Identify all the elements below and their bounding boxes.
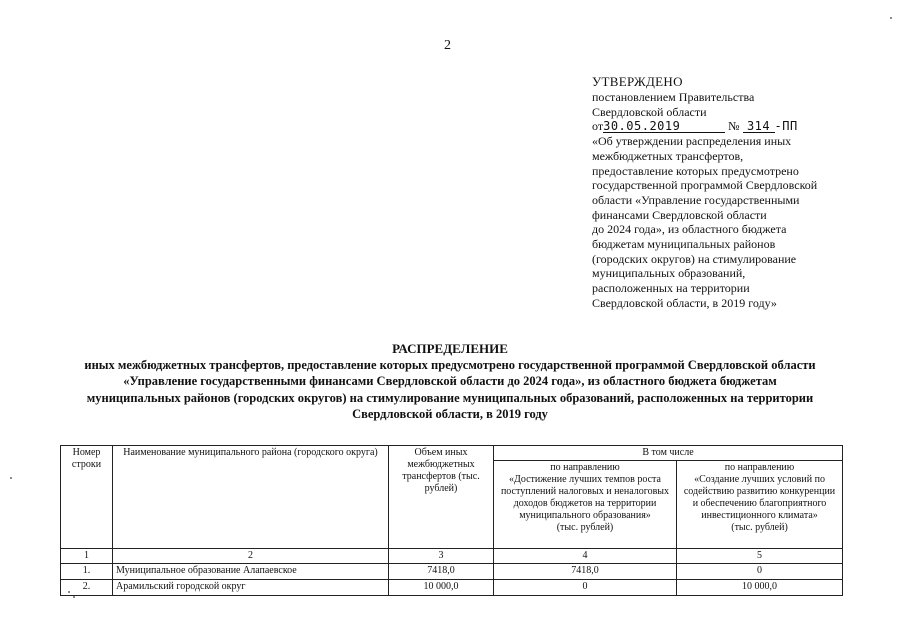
cell-direction-1: 0 xyxy=(494,580,677,596)
header-direction-2-text: «Создание лучших условий по содействию развитию конкуренции и обеспечению благоприятного инвестиционного климата» xyxy=(683,474,836,521)
approval-heading: УТВЕРЖДЕНО xyxy=(592,74,683,89)
cell-direction-1: 7418,0 xyxy=(494,564,677,580)
cell-name: Арамильский городской округ xyxy=(113,580,389,596)
title-line: муниципальных районов (городских округов) на стимулирование муниципальных образований, расположенных на территории xyxy=(86,390,814,405)
cell-volume: 7418,0 xyxy=(389,564,494,580)
cell-volume: 10 000,0 xyxy=(389,580,494,596)
header-direction-2-unit: (тыс. рублей) xyxy=(731,522,788,533)
cell-name: Муниципальное образование Алапаевское xyxy=(113,564,389,580)
column-number-row xyxy=(61,549,843,564)
approval-line: Свердловской области xyxy=(592,104,707,119)
number-prefix: № xyxy=(728,119,740,134)
document-title xyxy=(20,341,880,422)
column-number: 2 xyxy=(113,549,389,564)
approval-subject-line: государственной программой Свердловской xyxy=(592,178,818,193)
approval-number-suffix: -ПП xyxy=(774,119,798,134)
approval-subject-line: межбюджетных трансфертов, xyxy=(592,148,744,163)
header-direction-1-unit: (тыс. рублей) xyxy=(556,522,614,533)
approval-number: 314 xyxy=(743,120,775,133)
cell-direction-2: 0 xyxy=(677,564,843,580)
cell-direction-2: 10 000,0 xyxy=(677,580,843,596)
column-number: 5 xyxy=(677,549,843,564)
distribution-table xyxy=(60,445,843,596)
approval-subject-line: Свердловской области, в 2019 году» xyxy=(592,295,777,310)
approval-subject-line: области «Управление государственными xyxy=(592,192,800,207)
scan-speck xyxy=(890,17,892,19)
header-including: В том числе xyxy=(494,446,843,461)
approval-subject-line: расположенных на территории xyxy=(592,281,750,296)
approval-block xyxy=(592,74,862,311)
table-row xyxy=(61,564,843,580)
header-volume: Объем иных межбюджетных трансфертов (тыс. рублей) xyxy=(389,446,494,549)
approval-subject-line: до 2024 года», из областного бюджета xyxy=(592,222,787,237)
scan-speck xyxy=(68,591,70,593)
header-direction-1 xyxy=(494,461,677,549)
header-direction-2-label: по направлению xyxy=(724,462,795,473)
header-direction-1-text: «Достижение лучших темпов роста поступлений налоговых и неналоговых доходов бюджетов на территории муниципального образования» xyxy=(500,474,670,521)
approval-date: 30.05.2019 xyxy=(603,120,725,133)
cell-row-number: 2. xyxy=(61,580,113,596)
approval-subject-line: муниципальных образований, xyxy=(592,266,746,281)
approval-subject-line: предоставление которых предусмотрено xyxy=(592,163,799,178)
title-line: «Управление государственными финансами Свердловской области до 2024 года», из областного бюджета бюджетам xyxy=(123,374,777,389)
approval-subject-line: (городских округов) на стимулирование xyxy=(592,251,797,266)
title-main: РАСПРЕДЕЛЕНИЕ xyxy=(392,341,508,356)
header-direction-1-label: по направлению xyxy=(550,462,620,473)
scan-speck xyxy=(10,477,12,479)
column-number: 4 xyxy=(494,549,677,564)
title-line: Свердловской области, в 2019 году xyxy=(352,406,548,421)
approval-subject-line: «Об утверждении распределения иных xyxy=(592,134,792,149)
header-direction-2 xyxy=(677,461,843,549)
header-name: Наименование муниципального района (городского округа) xyxy=(113,446,389,549)
column-number: 3 xyxy=(389,549,494,564)
approval-subject-line: финансами Свердловской области xyxy=(592,207,767,222)
date-prefix: от xyxy=(592,119,604,134)
table-header-row xyxy=(61,446,843,461)
table-row xyxy=(61,580,843,596)
column-number: 1 xyxy=(61,549,113,564)
approval-subject-line: бюджетам муниципальных районов xyxy=(592,237,776,252)
cell-row-number: 1. xyxy=(61,564,113,580)
header-row-number: Номер строки xyxy=(61,446,113,549)
page-number: 2 xyxy=(444,38,451,53)
title-line: иных межбюджетных трансфертов, предоставление которых предусмотрено государственной программой Свердловской области xyxy=(84,358,816,373)
approval-date-line xyxy=(592,119,862,134)
scan-speck xyxy=(73,596,75,598)
approval-line: постановлением Правительства xyxy=(592,90,755,104)
